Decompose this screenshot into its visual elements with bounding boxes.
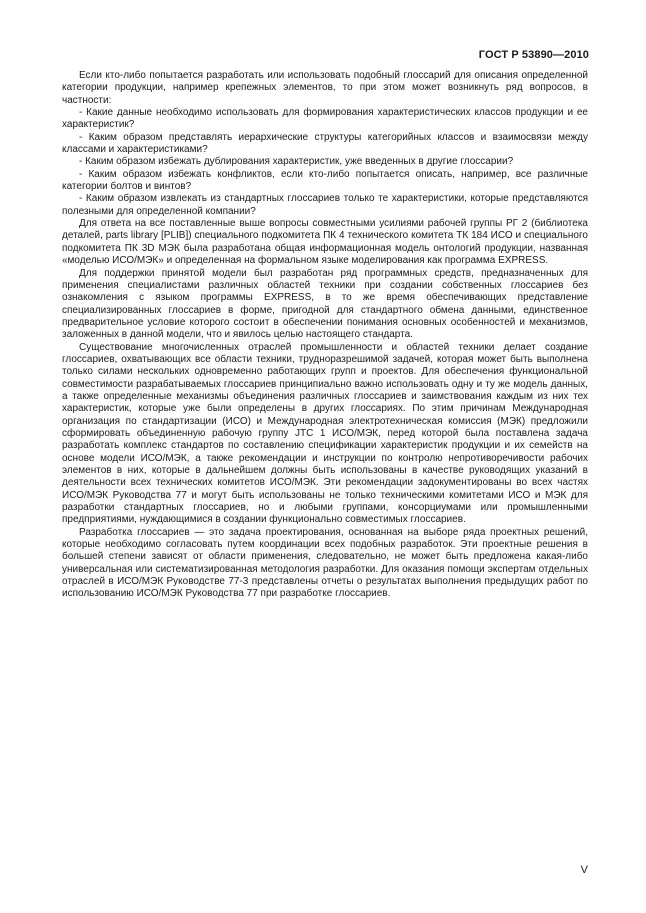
list-item: - Каким образом извлекать из стандартных глоссариев только те характеристики, которые представляются полезными для определенной компании? xyxy=(62,193,588,217)
list-item: - Каким образом избежать дублирования характеристик, уже введенных в другие глоссарии? xyxy=(79,156,514,168)
page-number: V xyxy=(580,864,588,876)
list-item: - Какие данные необходимо использовать для формирования характеристических классов продукции и ее характеристик? xyxy=(62,107,588,131)
document-body xyxy=(62,70,588,601)
paragraph: Для ответа на все поставленные выше вопросы совместными усилиями рабочей группы РГ 2 (библиотека деталей, parts library [PLIB]) специального подкомитета ПК 4 технического комитета ТК 184 ИСО и специального подкомитета ПК 3D МЭК была разработана общая информационная модель онтологий продукции, названная «моделью ИСО/МЭК» и определенная на формальном языке моделирования как программа EXPRESS. xyxy=(62,218,588,267)
paragraph: Существование многочисленных отраслей промышленности и областей техники делает создание глоссариев, охватывающих все области техники, трудноразрешимой задачей, которая может быть выполнена только силами нескольких одновременно работающих групп и проектов. Для обеспечения функциональной совместимости разрабатываемых глоссариев принципиально важно использовать одну и ту же модель данных, а также определенные механизмы объединения различных глоссариев и заимствования каждым из них тех характеристик, которые уже были определены в других глоссариях. По этим причинам Международная организация по стандартизации (ИСО) и Международная электротехническая комиссия (МЭК) предложили сформировать объединенную рабочую группу JTC 1 ИСО/МЭК, перед которой была поставлена задача разработать комплекс стандартов по составлению спецификации характеристик продукции и их семейств на основе модели ИСО/МЭК, а также рекомендации и инструкции по контролю непротиворечивости рабочих элементов в них, которые в дальнейшем должны быть использованы в качестве руководящих указаний в деятельности всех технических комитетов ИСО/МЭК. Эти рекомендации задокументированы во всех частях ИСО/МЭК Руководства 77 и могут быть использованы не только техническими комитетами ИСО и МЭК для разработки стандартных глоссариев, но и любыми группами, консорциумами или промышленными предприятиями, нуждающимися в создании функционально совместимых глоссариев. xyxy=(62,341,588,526)
paragraph: Разработка глоссариев — это задача проектирования, основанная на выборе ряда проектных решений, которые необходимо согласовать путем координации всех подобных разработок. Эти проектные решения в большей степени зависят от области применения, следовательно, не может быть предложена какая-либо универсальная или систематизированная методология разработки. Для оказания помощи экспертам отдельных отраслей в ИСО/МЭК Руководстве 77-3 представлены отчеты о результатах выполнения предыдущих работ по использованию ИСО/МЭК Руководства 77 при разработке глоссариев. xyxy=(62,526,588,600)
paragraph: Для поддержки принятой модели был разработан ряд программных средств, предназначенных для применения специалистами различных областей техники при создании собственных глоссариев без ознакомления с языком программы EXPRESS, в то же время обеспечивающих представление специализированных глоссариев в форме, пригодной для стандартного обмена данными, единственное предварительное условие которого состоит в обеспечении понимания основных особенностей и механизмов, заложенных в данной модели, что и явилось целью настоящего стандарта. xyxy=(62,267,588,341)
list-item: - Каким образом представлять иерархические структуры категорийных классов и взаимосвязи между классами и характеристиками? xyxy=(62,131,588,156)
list-item: - Каким образом избежать конфликтов, если кто-либо попытается описать, например, все различные категории болтов и винтов? xyxy=(62,168,588,193)
standard-header: ГОСТ Р 53890—2010 xyxy=(478,49,589,61)
paragraph: Если кто-либо попытается разработать или использовать подобный глоссарий для описания определенной категории продукции, например крепежных элементов, то при этом может возникнуть ряд вопросов, в частности: xyxy=(62,70,588,106)
